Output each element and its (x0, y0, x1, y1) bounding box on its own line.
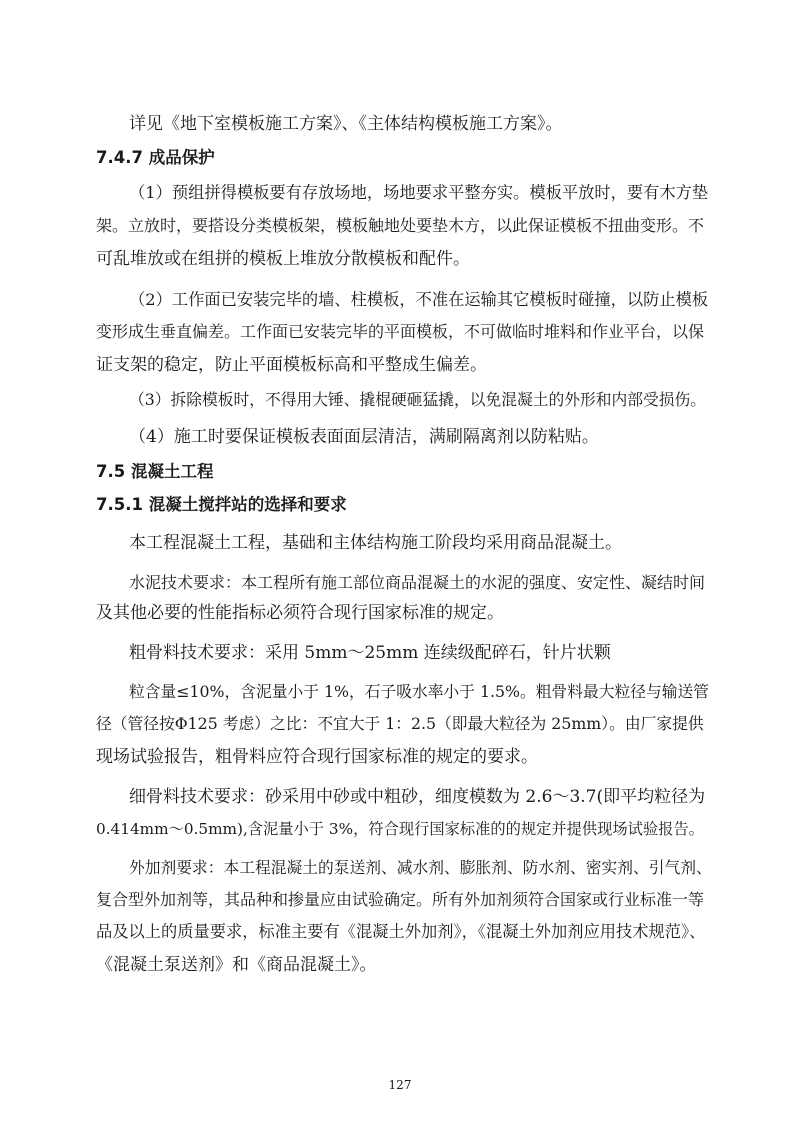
paragraph-9-line: 0.414mm～0.5mm),含泥量小于 3%，符合现行国家标准的的规定并提供现场试验报告。 (96, 820, 704, 838)
paragraph-1-line: （1）预组拼得模板要有存放场地，场地要求平整夯实。模板平放时，要有木方垫 (129, 183, 709, 202)
paragraph-4-line: （4）施工时要保证模板表面面层清洁，满刷隔离剂以防粘贴。 (129, 427, 599, 447)
page-number: 127 (388, 1078, 412, 1092)
paragraph-8-line: 粒含量≤10%，含泥量小于 1%，石子吸水率小于 1.5%。粗骨料最大粒径与输送管 (129, 682, 709, 701)
paragraph-9-line: 细骨料技术要求：砂采用中砂或中粗砂，细度模数为 2.6～3.7(即平均粒径为 (129, 787, 706, 807)
paragraph-10-line: 复合型外加剂等，其品种和掺量应由试验确定。所有外加剂须符合国家或行业标准一等 (96, 890, 705, 909)
body-line: 详见《地下室模板施工方案》、《主体结构模板施工方案》。 (129, 114, 563, 134)
paragraph-8-line: 现场试验报告，粗骨料应符合现行国家标准的规定的要求。 (96, 747, 538, 767)
paragraph-10-line: 外加剂要求：本工程混凝土的泵送剂、减水剂、膨胀剂、防水剂、密实剂、引气剂、 (129, 858, 712, 877)
paragraph-1-line: 可乱堆放或在组拼的模板上堆放分散模板和配件。 (96, 249, 470, 269)
section-heading-7-5: 7.5 混凝土工程 (96, 462, 214, 481)
paragraph-1-line: 架。立放时，要搭设分类模板架，模板触地处要垫木方，以此保证模板不扭曲变形。不 (96, 216, 705, 235)
paragraph-2-line: 证支架的稳定，防止平面模板标高和平整成生偏差。 (96, 355, 487, 375)
paragraph-2-line: （2）工作面已安装完毕的墙、柱模板，不准在运输其它模板时碰撞，以防止模板 (129, 290, 709, 309)
section-heading-7-4-7: 7.4.7 成品保护 (96, 148, 215, 167)
paragraph-2-line: 变形成生垂直偏差。工作面已安装完毕的平面模板，不可做临时堆料和作业平台，以保 (96, 322, 705, 341)
section-heading-7-5-1: 7.5.1 混凝土搅拌站的选择和要求 (96, 495, 347, 514)
paragraph-6-line: 及其他必要的性能指标必须符合现行国家标准的规定。 (96, 603, 504, 623)
paragraph-8-line: 径（管径按Φ125 考虑）之比：不宜大于 1：2.5（即最大粒径为 25mm）。由厂家提供 (96, 714, 704, 733)
paragraph-10-line: 品及以上的质量要求，标准主要有《混凝土外加剂》，《混凝土外加剂应用技术规范》、 (96, 922, 706, 941)
paragraph-7-line: 粗骨料技术要求：采用 5mm～25mm 连续级配碎石，针片状颗 (129, 643, 611, 663)
paragraph-10-line: 《混凝土泵送剂》和《商品混凝土》。 (96, 955, 377, 975)
paragraph-6-line: 水泥技术要求：本工程所有施工部位商品混凝土的水泥的强度、安定性、凝结时间 (129, 573, 706, 592)
paragraph-5-line: 本工程混凝土工程，基础和主体结构施工阶段均采用商品混凝土。 (129, 533, 622, 553)
paragraph-3-line: （3）拆除模板时，不得用大锤、撬棍硬砸猛撬，以免混凝土的外形和内部受损伤。 (129, 390, 707, 409)
